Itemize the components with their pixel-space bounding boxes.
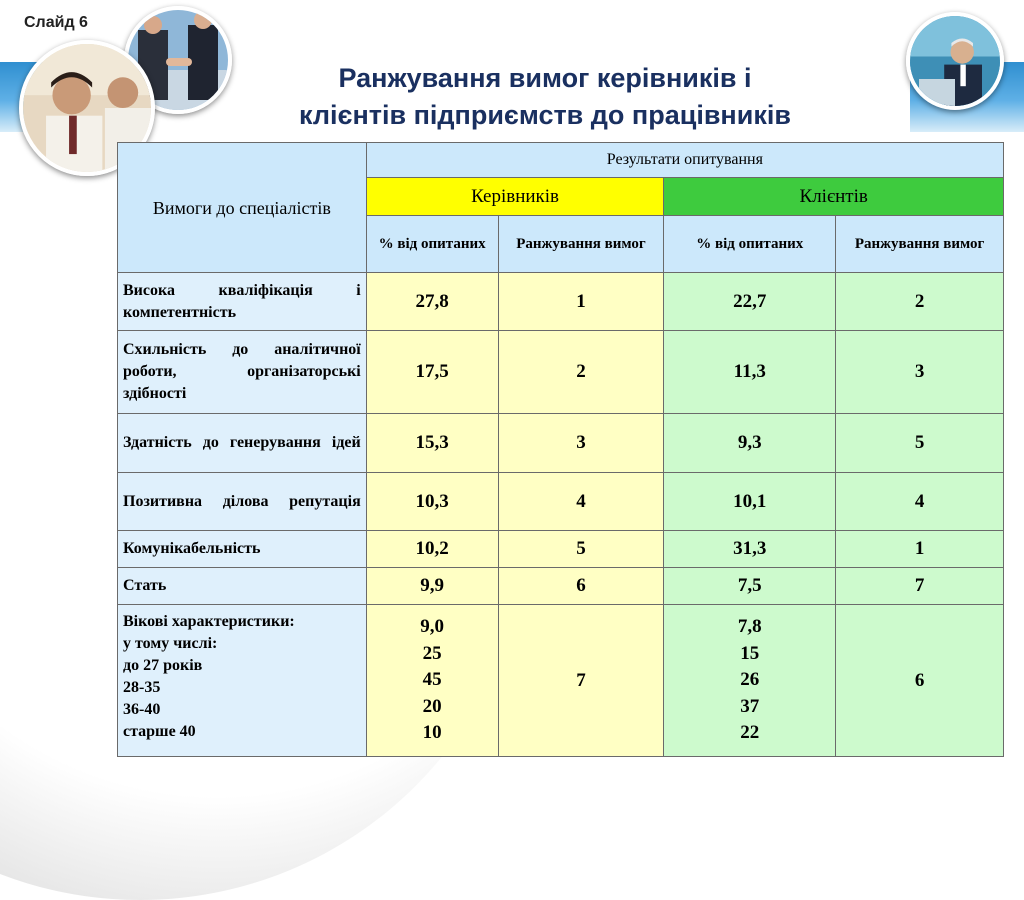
managers-rank-cell: 3 [498, 414, 664, 473]
age-line: у тому числі: [123, 635, 218, 652]
photo-businessman [906, 12, 1004, 110]
clients-percent-cell: 9,3 [664, 414, 836, 473]
table-row [118, 568, 1004, 605]
clients-rank-cell: 5 [836, 414, 1004, 473]
age-value: 22 [740, 722, 760, 744]
managers-rank-cell: 1 [498, 273, 664, 331]
ranking-table [117, 142, 1004, 757]
header-managers-percent: % від опитаних [366, 216, 498, 273]
managers-rank-cell: 2 [498, 331, 664, 414]
table-row [118, 331, 1004, 414]
age-line: до 27 років [123, 657, 203, 674]
requirement-cell: Стать [118, 568, 367, 605]
header-managers-rank: Ранжування вимог [498, 216, 664, 273]
clients-rank-cell-age: 6 [836, 605, 1004, 757]
managers-percent-cell: 27,8 [366, 273, 498, 331]
header-clients: Клієнтів [664, 178, 1004, 216]
managers-percent-cell-age [366, 605, 498, 757]
header-clients-rank: Ранжування вимог [836, 216, 1004, 273]
requirement-cell: Позитивна ділова репутація [118, 473, 367, 531]
header-row-1 [118, 143, 1004, 178]
requirement-cell: Схильність до аналітичної роботи, організаторські здібності [118, 331, 367, 414]
age-line: 36-40 [123, 701, 161, 718]
requirement-cell-age [118, 605, 367, 757]
table-row [118, 531, 1004, 568]
managers-percent-cell: 9,9 [366, 568, 498, 605]
header-clients-percent: % від опитаних [664, 216, 836, 273]
clients-percent-cell: 22,7 [664, 273, 836, 331]
age-value: 7,8 [737, 616, 762, 638]
age-value: 25 [422, 642, 442, 664]
header-requirements: Вимоги до спеціалістів [118, 143, 367, 273]
slide-number: Слайд 6 [24, 14, 88, 31]
clients-rank-cell: 4 [836, 473, 1004, 531]
age-line: старше 40 [123, 723, 196, 740]
table-row [118, 473, 1004, 531]
header-survey-results: Результати опитування [366, 143, 1003, 178]
age-line: 28-35 [123, 679, 161, 696]
age-value: 45 [422, 669, 442, 691]
clients-rank-cell: 2 [836, 273, 1004, 331]
managers-percent-cell: 10,2 [366, 531, 498, 568]
table-row [118, 414, 1004, 473]
managers-percent-cell: 17,5 [366, 331, 498, 414]
managers-rank-cell: 4 [498, 473, 664, 531]
managers-percent-cell: 15,3 [366, 414, 498, 473]
slide-title [200, 60, 890, 134]
age-value: 15 [740, 642, 760, 664]
table-row [118, 273, 1004, 331]
header-managers: Керівників [366, 178, 664, 216]
managers-percent-cell: 10,3 [366, 473, 498, 531]
clients-rank-cell: 3 [836, 331, 1004, 414]
clients-percent-cell: 11,3 [664, 331, 836, 414]
requirement-cell: Здатність до генерування ідей [118, 414, 367, 473]
managers-rank-cell: 6 [498, 568, 664, 605]
managers-rank-cell: 5 [498, 531, 664, 568]
age-value: 9,0 [420, 616, 445, 638]
age-value: 20 [422, 695, 442, 717]
age-line: Вікові характеристики: [123, 613, 295, 630]
clients-rank-cell: 7 [836, 568, 1004, 605]
requirement-cell: Висока кваліфікація і компетентність [118, 273, 367, 331]
age-value: 10 [422, 722, 442, 744]
age-value: 26 [740, 669, 760, 691]
table-row-age [118, 605, 1004, 757]
clients-percent-cell: 10,1 [664, 473, 836, 531]
clients-percent-cell-age [664, 605, 836, 757]
managers-rank-cell-age: 7 [498, 605, 664, 757]
clients-percent-cell: 7,5 [664, 568, 836, 605]
clients-percent-cell: 31,3 [664, 531, 836, 568]
clients-rank-cell: 1 [836, 531, 1004, 568]
age-value: 37 [740, 695, 760, 717]
title-line-2: клієнтів підприємств до працівників [299, 100, 791, 130]
requirement-cell: Комунікабельність [118, 531, 367, 568]
title-line-1: Ранжування вимог керівників і [338, 63, 752, 93]
